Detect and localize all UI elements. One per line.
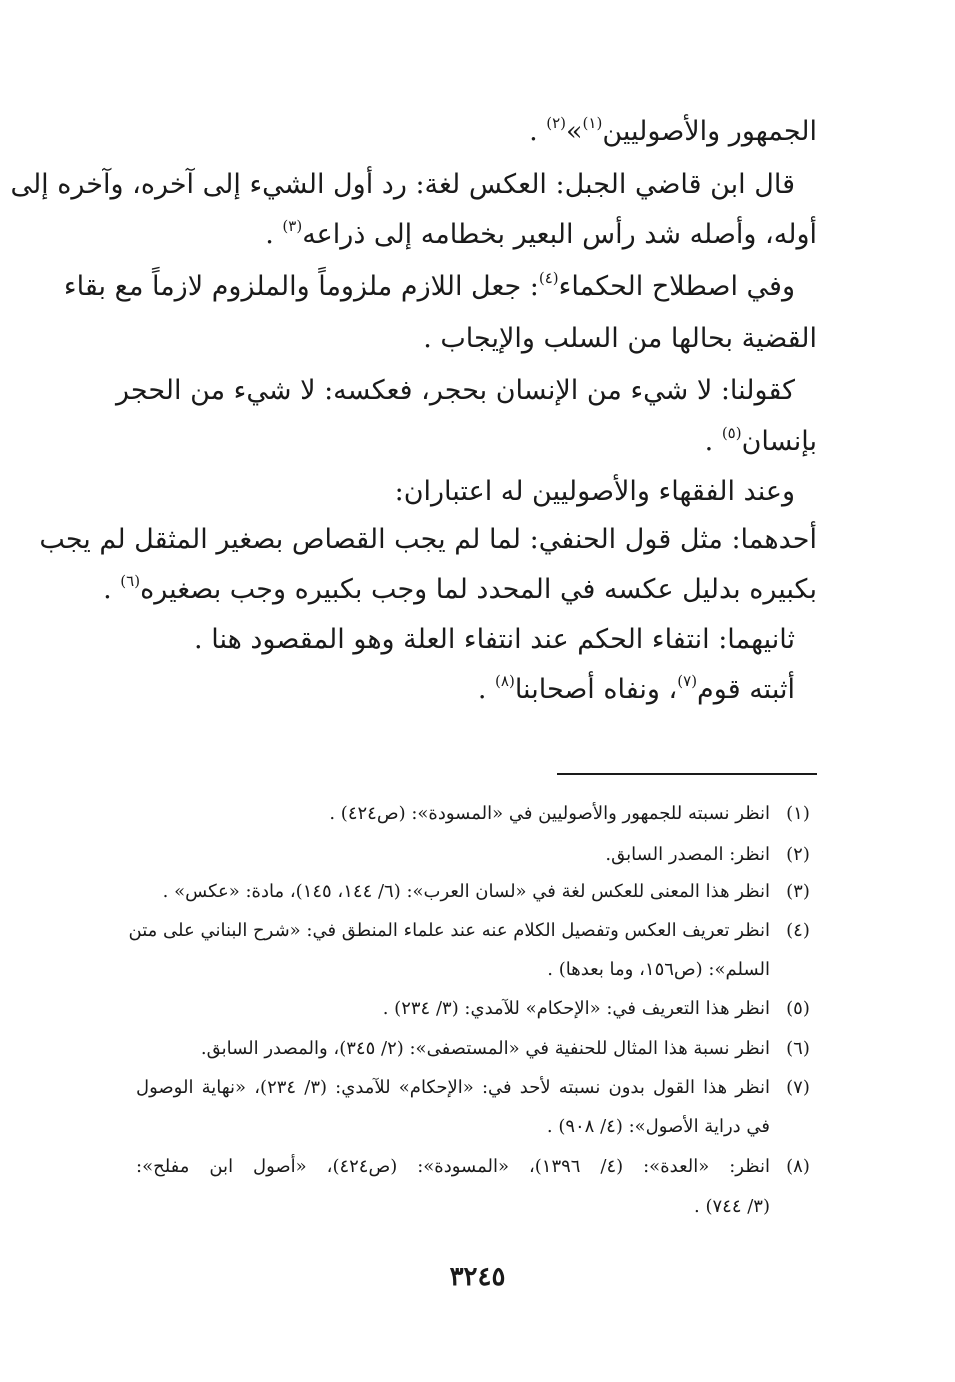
body-line-5: [423, 321, 817, 357]
footnote-ref: (٣): [282, 217, 303, 235]
text-run: بكبيره بدليل عكسه في المحدد لما وجب بكبيره وجب بصغيره: [140, 574, 817, 605]
text-run: : جعل اللازم ملزوماً والملزوم لازماً مع بقاء: [63, 271, 539, 302]
text-run: .: [477, 674, 496, 705]
footnote-number: (٣): [786, 881, 810, 902]
footnote-ref: (٤): [538, 269, 559, 287]
text-run: أثبته قوم: [697, 674, 795, 705]
text-run: ثانيهما: انتفاء الحكم عند انتفاء العلة وهو المقصود هنا .: [194, 624, 795, 655]
footnote-number: (١): [786, 803, 810, 824]
footnote-number: (٤): [786, 920, 810, 941]
body-line-2: [10, 167, 795, 203]
footnote-text: انظر هذا المعنى للعكس لغة في «لسان العرب»: (٦/ ١٤٤، ١٤٥)، مادة: «عكس» .: [162, 881, 770, 902]
body-line-6: [118, 373, 795, 409]
footnote-ref: (١): [582, 114, 603, 132]
text-run: .: [529, 116, 547, 147]
footnote-text: (٣/ ٧٤٤) .: [694, 1196, 770, 1217]
footnote-ref: (٨): [495, 672, 515, 690]
text-run: كقولنا: لا شيء من الإنسان بحجر، فعكسه: لا شيء من الحجر: [116, 375, 795, 406]
body-line-4: [63, 269, 795, 305]
footnote-number: (٥): [786, 998, 810, 1019]
text-run: .: [103, 574, 121, 605]
text-run: قال ابن قاضي الجبل: العكس لغة: رد أول الشيء إلى آخره، وآخره إلى: [10, 169, 795, 200]
body-line-10: [103, 572, 817, 608]
footnote-number: (٧): [786, 1077, 810, 1098]
text-run: بإنسان: [741, 426, 817, 457]
footnote-text: انظر تعريف العكس وتفصيل الكلام عنه عند علماء المنطق في: «شرح البناني على متن: [128, 920, 770, 941]
footnote-text: انظر هذا التعريف في: «الإحكام» للآمدي: (٣/ ٢٣٤) .: [382, 998, 770, 1019]
footnote-text: انظر: المصدر السابق.: [605, 844, 770, 865]
body-line-8: [395, 474, 795, 510]
footnote-text: انظر هذا القول بدون نسبته لأحد في: «الإحكام» للآمدي: (٣/ ٢٣٤)، «نهاية الوصول: [136, 1077, 770, 1098]
footnote-number: (٢): [786, 844, 810, 865]
footnote-text: انظر نسبة هذا المثال للحنفية في «المستصفى»: (٢/ ٣٤٥)، والمصدر السابق.: [200, 1038, 770, 1059]
footnote-text: انظر: «العدة»: (٤/ ١٣٩٦)، «المسودة»: (ص٤٢٤)، «أصول ابن مفلح»:: [136, 1156, 770, 1177]
body-line-9: [39, 522, 817, 558]
text-run: .: [265, 219, 283, 250]
footnote-text: انظر نسبته للجمهور والأصوليين في «المسودة»: (ص٤٢٤) .: [329, 803, 770, 824]
body-line-3: [265, 217, 817, 253]
body-line-7: [705, 424, 817, 460]
page-number: ٣٢٤٥: [449, 1262, 506, 1292]
footnote-ref: (٧): [677, 672, 698, 690]
text-run: ، ونفاه أصحابنا: [514, 674, 678, 705]
footnote-separator: [557, 773, 817, 775]
text-run: أحدهما: مثل قول الحنفي: لما لم يجب القصاص بصغير المثقل لم يجب: [39, 524, 817, 555]
footnote-ref: (٢): [546, 114, 567, 132]
text-run: وعند الفقهاء والأصوليين له اعتباران:: [394, 476, 795, 507]
text-run: .: [704, 426, 722, 457]
text-run: الجمهور والأصوليين: [602, 116, 817, 147]
body-line-12: [478, 672, 795, 708]
text-run: أوله، وأصله شد رأس البعير بخطامه إلى ذراعه: [302, 219, 817, 250]
body-line-11: [194, 622, 795, 658]
footnote-number: (٨): [786, 1156, 810, 1177]
footnote-ref: (٥): [721, 424, 742, 442]
footnote-text: السلم»: (ص١٥٦، وما بعدها) .: [547, 959, 770, 980]
body-line-1: [529, 114, 817, 150]
text-run: القضية بحالها من السلب والإيجاب .: [423, 323, 817, 354]
footnote-number: (٦): [786, 1038, 810, 1059]
footnote-text: في دراية الأصول»: (٤/ ٩٠٨) .: [546, 1116, 770, 1137]
text-run: وفي اصطلاح الحكماء: [558, 271, 795, 302]
footnote-ref: (٦): [120, 572, 141, 590]
text-run: »: [566, 116, 583, 147]
